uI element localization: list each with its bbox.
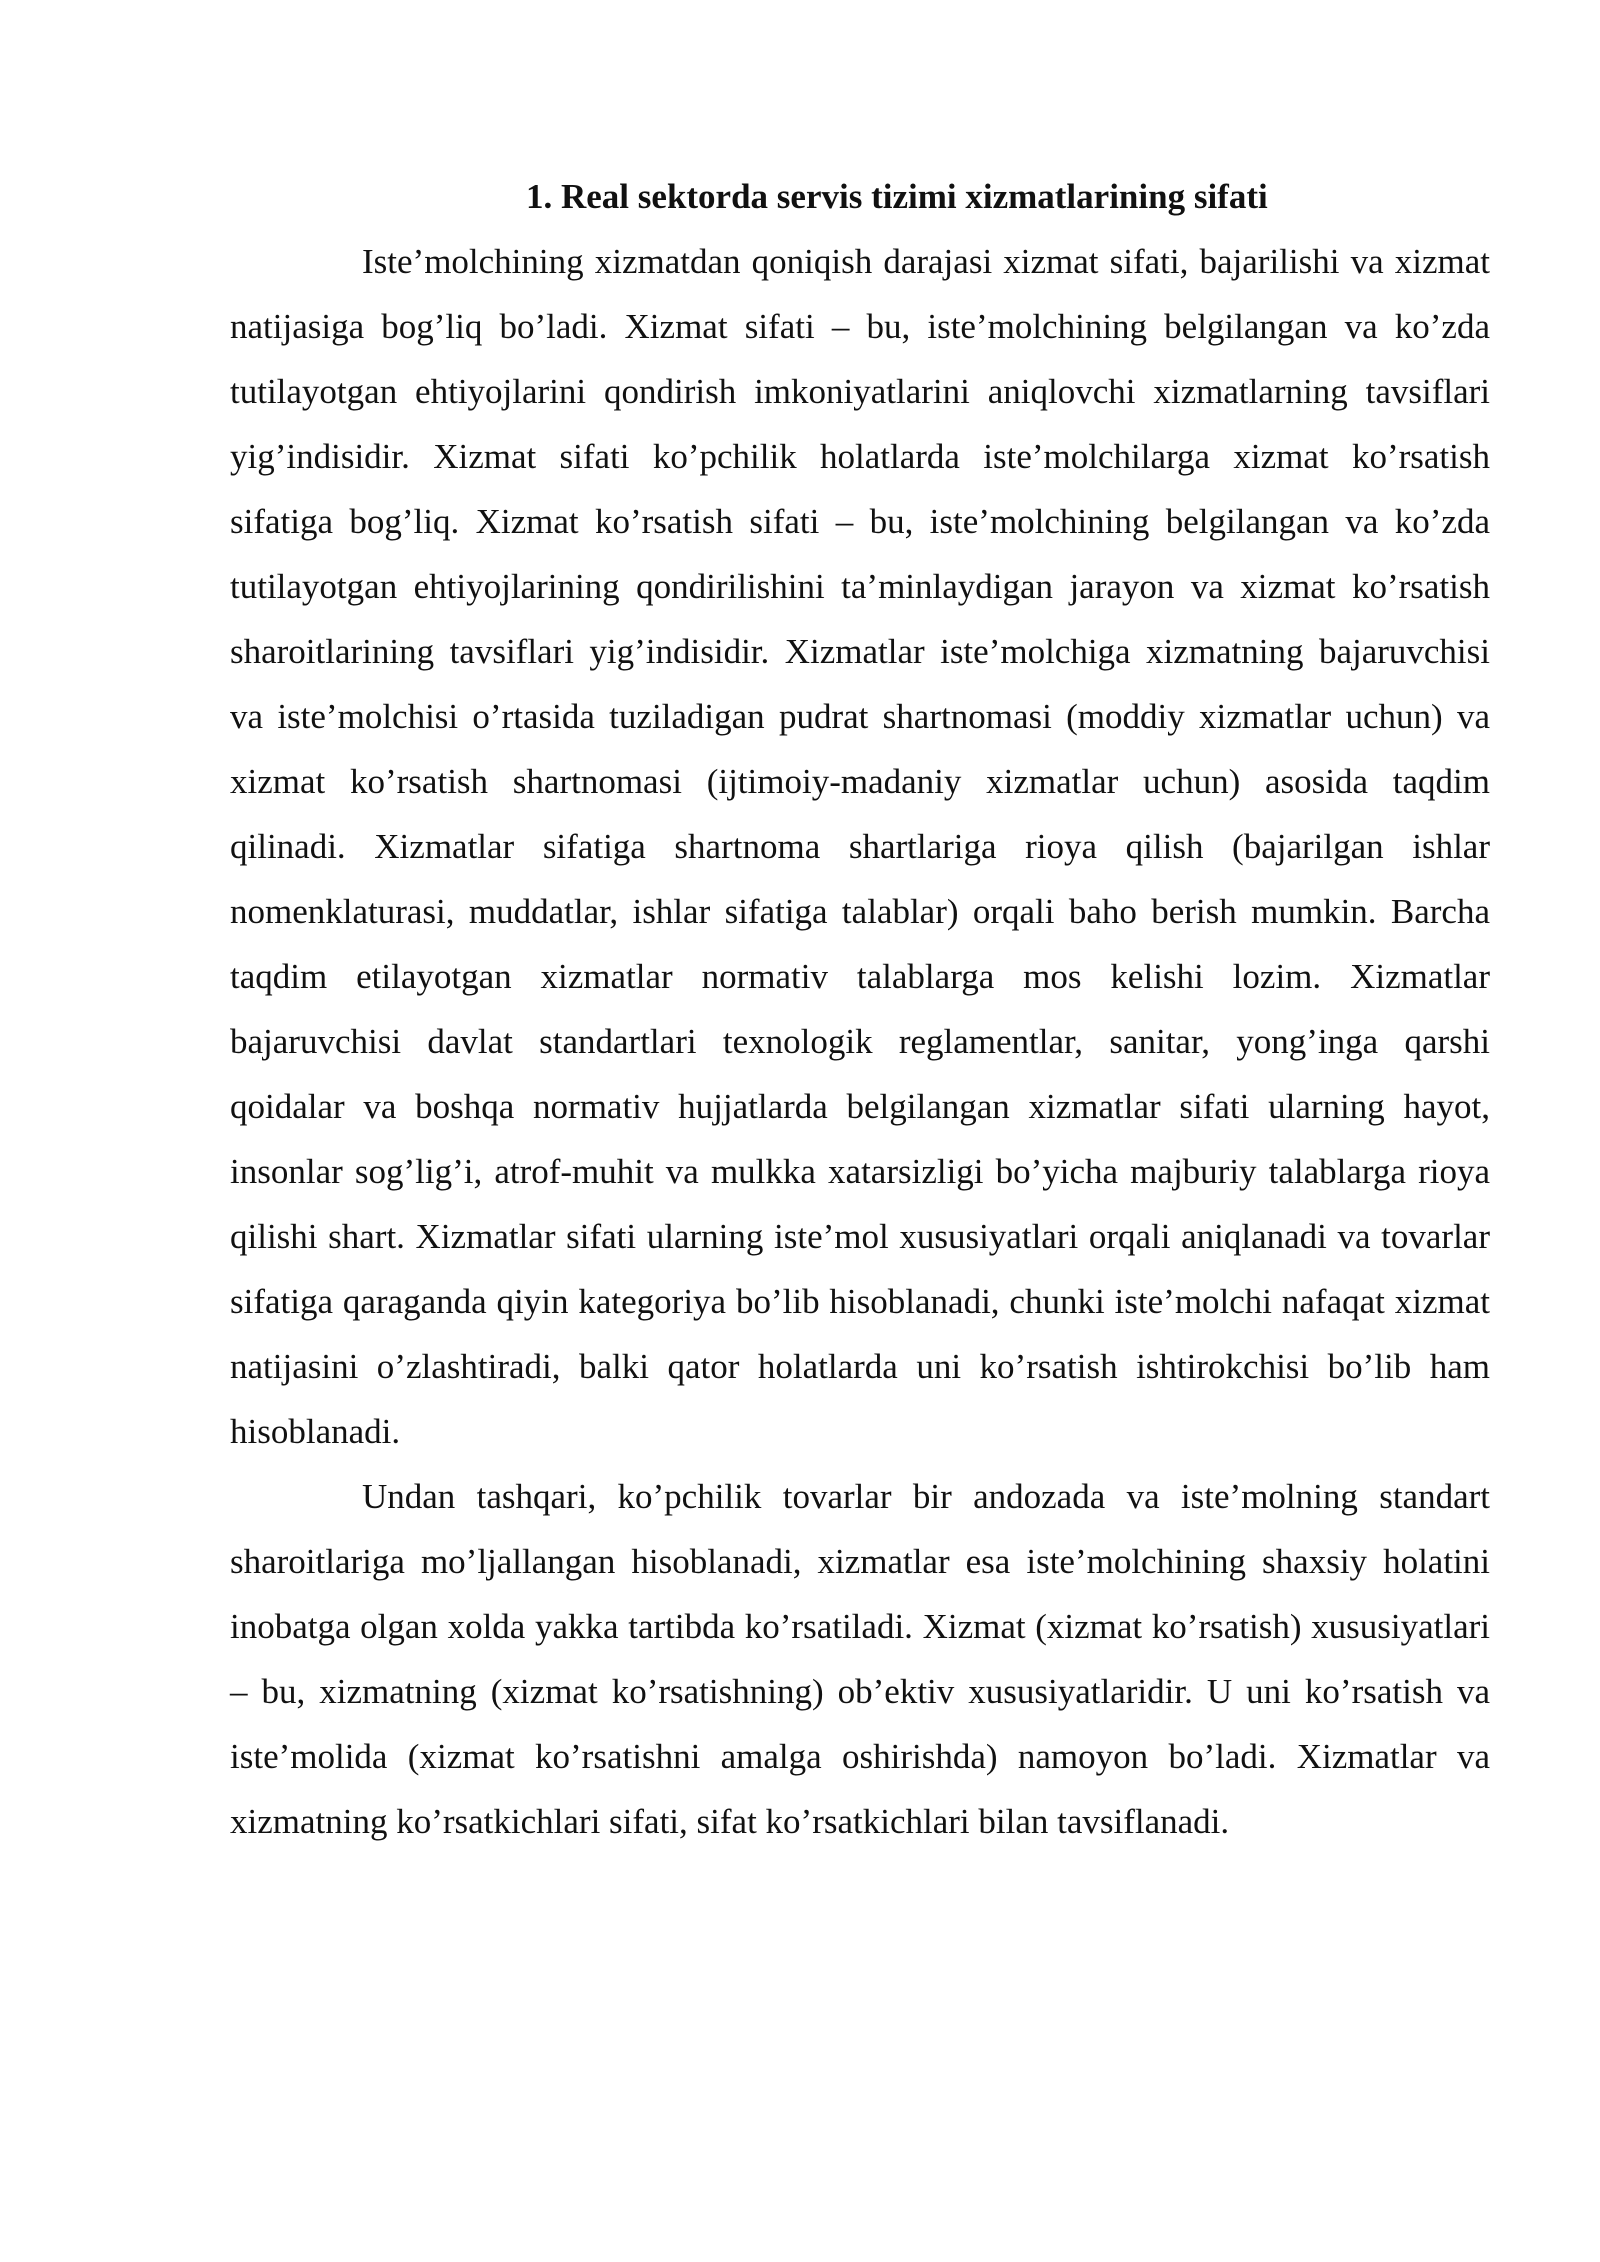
- document-body: [230, 164, 1490, 1854]
- paragraph-2: Undan tashqari, ko’pchilik tovarlar bir andozada va iste’molning standart sharoitlariga mo’ljallangan hisoblanadi, xizmatlar esa iste’molchining shaxsiy holatini inobatga olgan xolda yakka tartibda ko’rsatiladi. Xizmat (xizmat ko’rsatish) xususiyatlari – bu, xizmatning (xizmat ko’rsatishning) ob’ektiv xususiyatlaridir. U uni ko’rsatish va iste’molida (xizmat ko’rsatishni amalga oshirishda) namoyon bo’ladi. Xizmatlar va xizmatning ko’rsatkichlari sifati, sifat ko’rsatkichlari bilan tavsiflanadi.: [230, 1477, 1490, 1841]
- paragraph-1: Iste’molchining xizmatdan qoniqish darajasi xizmat sifati, bajarilishi va xizmat natijasiga bog’liq bo’ladi. Xizmat sifati – bu, iste’molchining belgilangan va ko’zda tutilayotgan ehtiyojlarini qondirish imkoniyatlarini aniqlovchi xizmatlarning tavsiflari yig’indisidir. Xizmat sifati ko’pchilik holatlarda iste’molchilarga xizmat ko’rsatish sifatiga bog’liq. Xizmat ko’rsatish sifati – bu, iste’molchining belgilangan va ko’zda tutilayotgan ehtiyojlarining qondirilishini ta’minlaydigan jarayon va xizmat ko’rsatish sharoitlarining tavsiflari yig’indisidir. Xizmatlar iste’molchiga xizmatning bajaruvchisi va iste’molchisi o’rtasida tuziladigan pudrat shartnomasi (moddiy xizmatlar uchun) va xizmat ko’rsatish shartnomasi (ijtimoiy-madaniy xizmatlar uchun) asosida taqdim qilinadi. Xizmatlar sifatiga shartnoma shartlariga rioya qilish (bajarilgan ishlar nomenklaturasi, muddatlar, ishlar sifatiga talablar) orqali baho berish mumkin. Barcha taqdim etilayotgan xizmatlar normativ talablarga mos kelishi lozim. Xizmatlar bajaruvchisi davlat standartlari texnologik reglamentlar, sanitar, yong’inga qarshi qoidalar va boshqa normativ hujjatlarda belgilangan xizmatlar sifati ularning hayot, insonlar sog’lig’i, atrof-muhit va mulkka xatarsizligi bo’yicha majburiy talablarga rioya qilishi shart. Xizmatlar sifati ularning iste’mol xususiyatlari orqali aniqlanadi va tovarlar sifatiga qaraganda qiyin kategoriya bo’lib hisoblanadi, chunki iste’molchi nafaqat xizmat natijasini o’zlashtiradi, balki qator holatlarda uni ko’rsatish ishtirokchisi bo’lib ham hisoblanadi.: [230, 242, 1490, 1451]
- section-heading: 1. Real sektorda servis tizimi xizmatlarining sifati: [526, 177, 1268, 216]
